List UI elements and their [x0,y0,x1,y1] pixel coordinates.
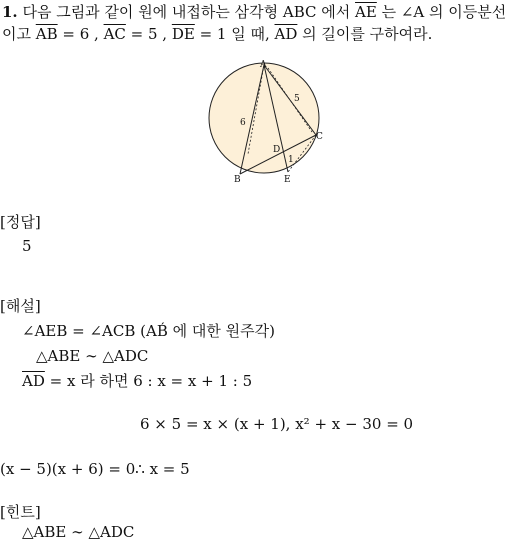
solution-line-3 [22,371,252,391]
problem-text-end: 의 길이를 구하여라. [297,25,433,43]
problem-line-2 [2,24,432,44]
problem-number: 1. [2,3,18,21]
label-d: D [273,145,281,155]
label-length-5: 5 [294,94,300,104]
given-de: = 1 일 때, [194,25,275,43]
segment-de: $\overline{DE}$ [171,25,195,43]
solution-line-3-text: = x 라 하면 6 : x = x + 1 : 5 [44,372,253,390]
label-b: B [234,175,241,184]
answer-value: 5 [22,237,32,255]
hint-line-1: △ABE ∼ △ADC [22,523,135,541]
label-c: C [316,132,323,142]
solution-line-2: △ABE ∼ △ADC [36,347,149,365]
problem-line-1 [2,2,506,22]
label-length-6: 6 [240,118,246,128]
problem-text-end: 는 ∠A 의 이등분선 [376,3,507,21]
segment-ae: $\overline{AE}$ [355,3,377,21]
solution-line-5: (x − 5)(x + 6) = 0∴ x = 5 [0,460,190,478]
circle-diagram [200,58,332,184]
given-ab: = 6 , [57,25,104,43]
inscribed-triangle-figure [200,58,332,184]
hint-heading: [힌트] [0,503,41,521]
label-length-1: 1 [288,155,294,165]
label-a: A [260,60,267,70]
problem-text: 이고 [2,25,36,43]
solution-line-1: ∠AEB = ∠ACB (AB́ 에 대한 원주각) [22,322,275,340]
label-e: E [284,175,291,184]
segment-ab: $\overline{AB}$ [35,25,58,43]
solution-line-4: 6 × 5 = x × (x + 1), x² + x − 30 = 0 [140,415,414,433]
problem-text: 다음 그림과 같이 원에 내접하는 삼각형 ABC 에서 [22,3,356,21]
solution-heading: [해설] [0,297,41,315]
answer-heading: [정답] [0,213,41,231]
given-ac: = 5 , [125,25,172,43]
segment-ad: $\overline{AD}$ [274,25,298,43]
segment-ad: $\overline{AD}$ [22,372,45,390]
segment-ac: $\overline{AC}$ [103,25,126,43]
